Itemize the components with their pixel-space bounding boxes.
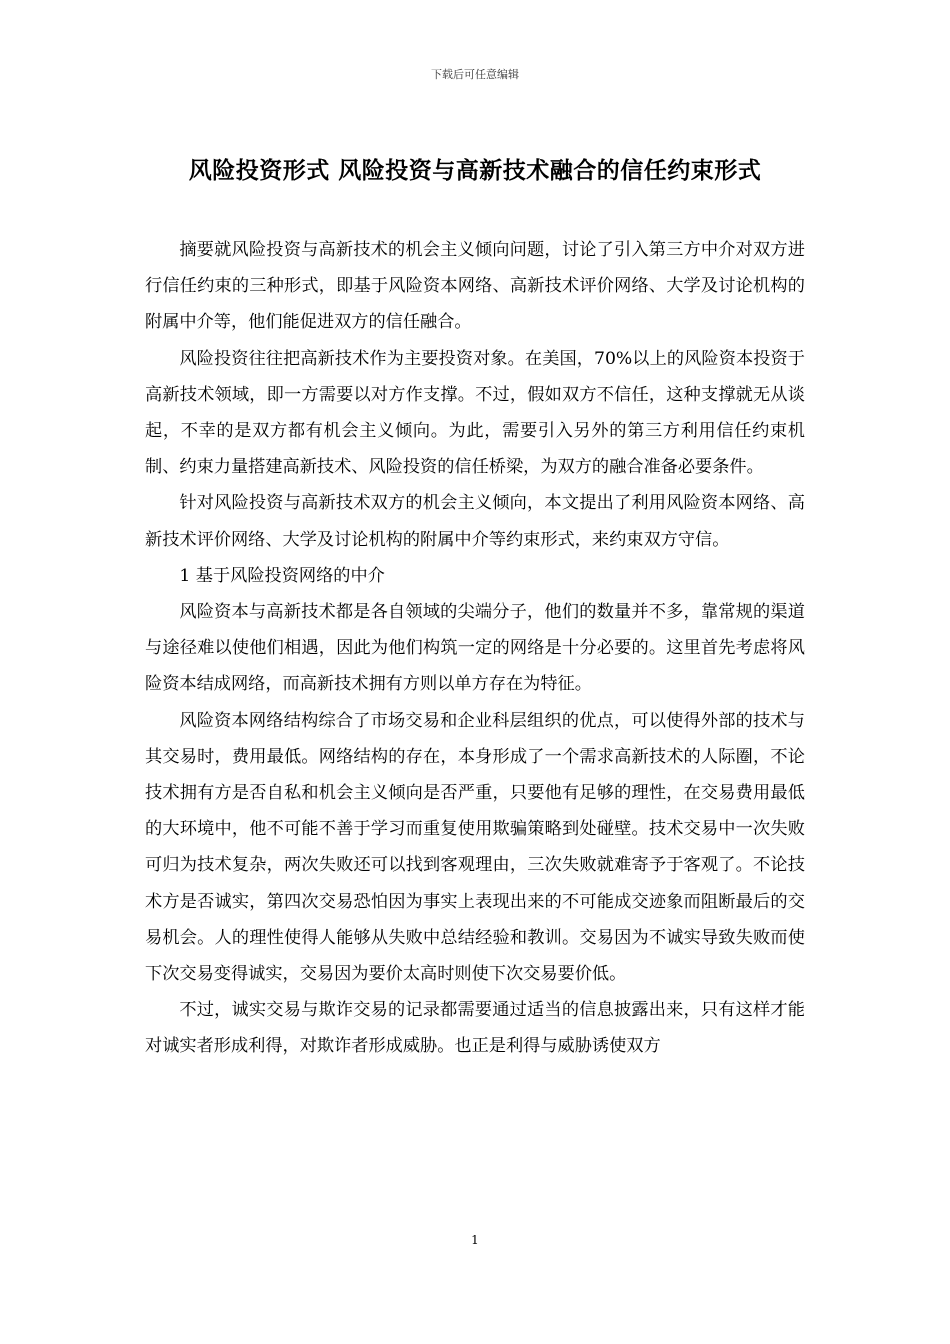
section-heading-1: 1 基于风险投资网络的中介 [179,565,385,586]
paragraph-network-structure: 风险资本网络结构综合了市场交易和企业科层组织的优点，可以使得外部的技术与其交易时，费用最低。网络结构的存在，本身形成了一个需求高新技术的人际圈，不论技术拥有方是否自私和机会主义倾向是否严重，只要他有足够的理性，在交易费用最低的大环境中，他不可能不善于学习而重复使用欺骗策略到处碰壁。技术交易中一次失败可归为技术复杂，两次失败还可以找到客观理由，三次失败就难寄予于客观了。不论技术方是否诚实，第四次交易恐怕因为事实上表现出来的不可能成交迹象而阻断最后的交易机会。人的理性使得人能够从失败中总结经验和教训。交易因为不诚实导致失败而使下次交易变得诚实，交易因为要价太高时则使下次交易要价低。 [145,710,805,985]
header-note: 下载后可任意编辑 [431,68,519,81]
paragraph-abstract: 摘要就风险投资与高新技术的机会主义倾向问题，讨论了引入第三方中介对双方进行信任约束的三种形式，即基于风险资本网络、高新技术评价网络、大学及讨论机构的附属中介等，他们能促进双方的信任融合。 [145,240,805,333]
page-number: 1 [471,1233,479,1247]
paragraph-intro: 风险投资往往把高新技术作为主要投资对象。在美国，70%以上的风险资本投资于高新技术领域，即一方需要以对方作支撑。不过，假如双方不信任，这种支撑就无从谈起，不幸的是双方都有机会主义倾向。为此，需要引入另外的第三方利用信任约束机制、约束力量搭建高新技术、风险投资的信任桥梁，为双方的融合准备必要条件。 [145,348,805,478]
paragraph-disclosure: 不过，诚实交易与欺诈交易的记录都需要通过适当的信息披露出来，只有这样才能对诚实者形成利得，对欺诈者形成威胁。也正是利得与威胁诱使双方 [145,1000,805,1057]
body-text [145,232,805,1065]
paragraph-proposal: 针对风险投资与高新技术双方的机会主义倾向，本文提出了利用风险资本网络、高新技术评价网络、大学及讨论机构的附属中介等约束形式，来约束双方守信。 [145,493,805,550]
paragraph-network: 风险资本与高新技术都是各自领域的尖端分子，他们的数量并不多，靠常规的渠道与途径难以使他们相遇，因此为他们构筑一定的网络是十分必要的。这里首先考虑将风险资本结成网络，而高新技术拥有方则以单方存在为特征。 [145,602,805,695]
page-title: 风险投资形式 风险投资与高新技术融合的信任约束形式 [188,158,762,184]
